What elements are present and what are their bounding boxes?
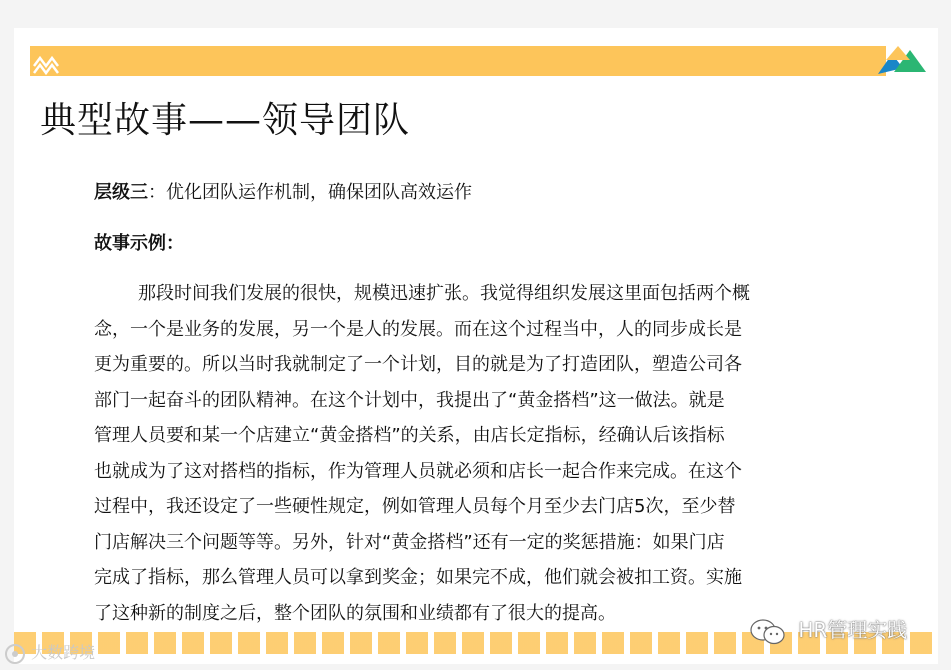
story-line: 念，一个是业务的发展，另一个是人的发展。而在这个过程当中，人的同步成长是 (94, 318, 742, 340)
page-title: 典型故事——领导团队 (40, 100, 411, 141)
story-line: 门店解决三个问题等等。另外，针对“黄金搭档”还有一定的奖惩措施：如果门店 (94, 531, 725, 553)
watermark-right-text: HR管理实践 (798, 618, 908, 642)
wechat-icon (748, 618, 788, 646)
story-line: 完成了指标，那么管理人员可以拿到奖金；如果完不成，他们就会被扣工资。实施 (94, 567, 742, 588)
story-line: 部门一起奋斗的团队精神。在这个计划中，我提出了“黄金搭档”这一做法。就是 (94, 389, 725, 411)
story-paragraph (94, 276, 884, 631)
slide (14, 28, 938, 664)
watermark-logo-icon (4, 643, 26, 665)
story-line: 过程中，我还设定了一些硬性规定，例如管理人员每个月至少去门店5次，至少替 (94, 496, 736, 517)
level-heading (94, 178, 472, 204)
story-line: 管理人员要和某一个店建立“黄金搭档”的关系，由店长定指标，经确认后该指标 (94, 425, 725, 446)
story-line: 了这种新的制度之后，整个团队的氛围和业绩都有了很大的提高。 (94, 602, 616, 624)
story-line: 那段时间我们发展的很快，规模迅速扩张。我觉得组织发展这里面包括两个概 (138, 283, 750, 304)
watermark-left-text: 大数跨境 (31, 643, 96, 662)
level-text: ：优化团队运作机制，确保团队高效运作 (148, 182, 472, 203)
brand-logo-icon (876, 42, 930, 76)
example-label: 故事示例： (94, 233, 184, 254)
story-line: 也就成为了这对搭档的指标，作为管理人员就必须和店长一起合作来完成。在这个 (94, 460, 742, 482)
level-label: 层级三 (94, 182, 148, 203)
header-accent-bar (30, 46, 886, 76)
watermark-right (748, 614, 907, 646)
story-line: 更为重要的。所以当时我就制定了一个计划，目的就是为了打造团队，塑造公司各 (94, 354, 742, 375)
watermark-left (4, 640, 95, 665)
mountain-logo-icon (30, 46, 64, 76)
